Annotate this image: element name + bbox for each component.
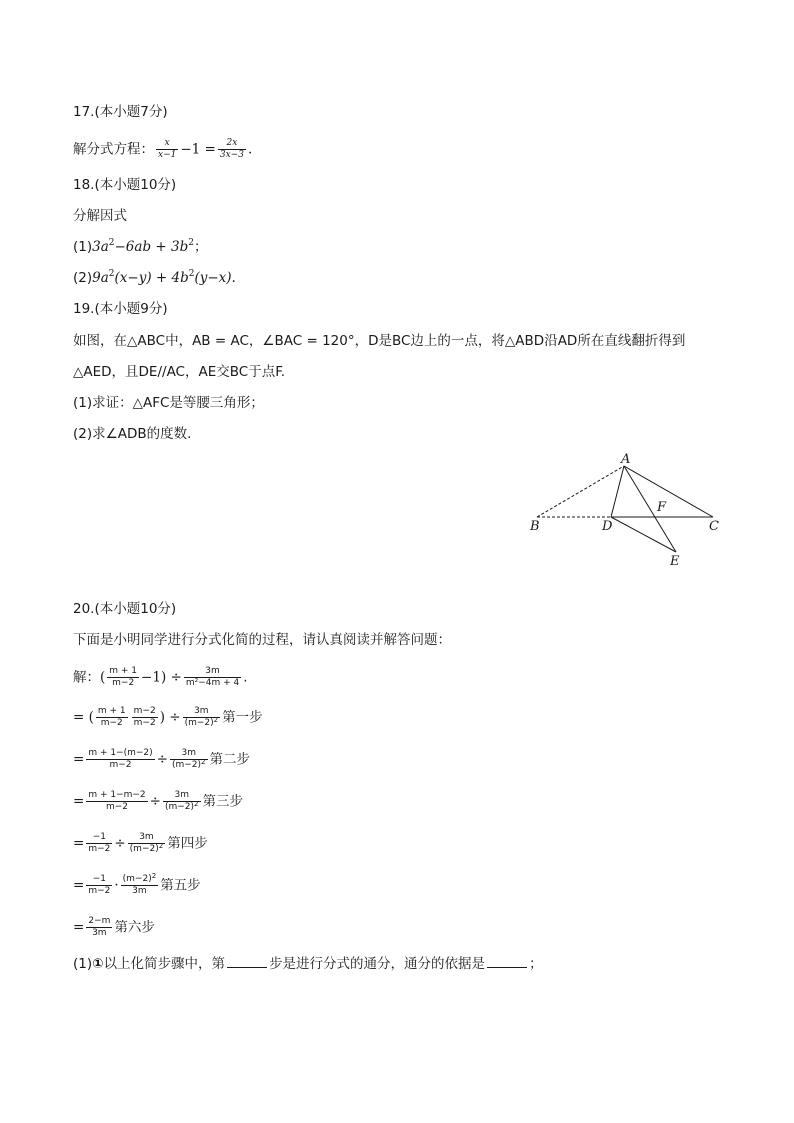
- q20-s0-end: .: [243, 669, 248, 686]
- q20-q1-text-b: 以上化简步骤中，第: [103, 956, 226, 972]
- q20-step4-label: 第四步: [167, 835, 208, 852]
- q18-p2-end: .: [231, 270, 236, 286]
- q18-part1: [73, 237, 207, 257]
- q18-prompt: 分解因式: [73, 208, 127, 224]
- frac: $\frac{m + 1}{m-2}$: [97, 706, 126, 728]
- q20-step2-label: 第二步: [209, 751, 251, 768]
- q18-p2-c: (y−x): [194, 270, 232, 286]
- frac: $\frac{m-2}{m-2}$: [133, 706, 156, 728]
- q17-equation: [73, 138, 252, 161]
- frac: $\frac{(m-2)^2}{3m}$: [122, 872, 157, 896]
- sup: 2: [108, 269, 115, 279]
- q19-line2: △AED，且DE//AC，AE交BC于点F.: [73, 364, 286, 380]
- q17-header: 17.(本小题7分): [73, 104, 168, 120]
- sup: 2: [188, 269, 195, 279]
- q20-header: 20.(本小题10分): [73, 601, 177, 617]
- frac: $\frac{2-m}{3m}$: [88, 916, 111, 938]
- q17-prompt: 解分式方程：: [73, 141, 154, 158]
- answer-blank-2[interactable]: [487, 955, 527, 968]
- frac: $\frac{m + 1-(m-2)}{m-2}$: [88, 748, 153, 770]
- q20-part1: [73, 954, 543, 974]
- segment-ab: [537, 466, 624, 517]
- q19-header: 19.(本小题9分): [73, 301, 168, 317]
- q18-p1-end: ；: [193, 239, 208, 255]
- label-e: E: [670, 554, 680, 569]
- frac: $\frac{3m}{(m-2)^2}$: [184, 706, 219, 728]
- segment-ad: [611, 466, 624, 517]
- label-d: D: [602, 519, 613, 534]
- q20-step2: = $\frac{m + 1-(m-2)}{m-2}$ ÷ $\frac{3m}{(m-2)^2}$ 第二步: [73, 748, 251, 770]
- q18-p2-b: (x−y) + 4b: [114, 270, 189, 286]
- label-a: A: [621, 452, 631, 467]
- frac: $\frac{3m}{(m-2)^2}$: [129, 832, 164, 854]
- q20-step3: = $\frac{m + 1-m-2}{m-2}$ ÷ $\frac{3m}{(m-2)^2}$ 第三步: [73, 790, 243, 812]
- frac: $\frac{m + 1-m-2}{m-2}$: [88, 790, 146, 812]
- q20-step5: = $\frac{-1}{m-2}$ · $\frac{(m-2)^2}{3m}$ 第五步: [73, 872, 201, 896]
- q18-part2: [73, 268, 236, 288]
- q20-q1-label: (1): [73, 956, 93, 972]
- q20-step0: 解：( $\frac{m + 1}{m-2}$ −1) ÷ $\frac{3m}{\text{m²−4m + 4}}$ .: [73, 666, 248, 688]
- q18-p2-a: 9a: [92, 270, 109, 286]
- q18-header: 18.(本小题10分): [73, 177, 177, 193]
- label-c: C: [709, 519, 719, 534]
- sup: 2: [188, 238, 194, 248]
- q19-line1: 如图，在△ABC中，AB = AC，∠BAC = 120°，D是BC边上的一点，将△ABD沿AD所在直线翻折得到: [73, 333, 686, 349]
- q20-step6-label: 第六步: [114, 919, 155, 936]
- answer-blank-1[interactable]: [227, 955, 267, 968]
- q18-p1-expr: 3a: [92, 239, 109, 255]
- frac: $\frac{-1}{m-2}$: [88, 832, 111, 854]
- q20-step4: = $\frac{-1}{m-2}$ ÷ $\frac{3m}{(m-2)^2}$ 第四步: [73, 832, 208, 854]
- frac: $\frac{m + 1}{m-2}$: [109, 666, 138, 688]
- label-b: B: [530, 519, 540, 534]
- q20-step3-label: 第三步: [202, 793, 243, 810]
- q17-frac2: $\frac{2x}{3x-3}$: [219, 138, 244, 160]
- segment-de: [611, 517, 676, 552]
- q20-intro: 下面是小明同学进行分式化简的过程，请认真阅读并解答问题：: [73, 632, 451, 648]
- frac: $\frac{3m}{(m-2)^2}$: [171, 748, 206, 770]
- sup: 2: [108, 238, 115, 248]
- segment-ae: [624, 466, 676, 552]
- q20-step6: = $\frac{2-m}{3m}$ 第六步: [73, 916, 155, 938]
- q20-q1-end: ；: [529, 956, 543, 972]
- segment-ac: [624, 466, 713, 517]
- q20-q1-text-c: 步是进行分式的通分，通分的依据是: [269, 956, 486, 972]
- q20-circle-1: ①: [92, 956, 104, 972]
- q19-part1: (1)求证：△AFC是等腰三角形；: [73, 395, 264, 411]
- q18-p1-label: (1): [73, 239, 93, 255]
- q19-figure: [520, 448, 730, 573]
- q19-part2: (2)求∠ADB的度数.: [73, 426, 192, 442]
- label-f: F: [657, 500, 667, 515]
- q18-p1-mid: −6ab + 3b: [114, 239, 189, 255]
- q20-step1: = ( $\frac{m + 1}{m-2}$ $\frac{m-2}{m-2}$ ) ÷ $\frac{3m}{(m-2)^2}$ 第一步: [73, 706, 263, 728]
- q20-s0-op: −1) ÷: [141, 669, 182, 686]
- frac: $\frac{3m}{\text{m²−4m + 4}}$: [185, 666, 240, 688]
- q20-step5-label: 第五步: [160, 877, 201, 894]
- frac: $\frac{-1}{m-2}$: [88, 874, 111, 896]
- frac: $\frac{3m}{(m-2)^2}$: [164, 790, 199, 812]
- q17-frac1: $\frac{x}{x-1}$: [158, 138, 177, 160]
- q20-step1-label: 第一步: [222, 709, 263, 726]
- q18-p2-label: (2): [73, 270, 93, 286]
- q20-sol-label: 解：: [73, 669, 100, 686]
- q17-minus-one: −1 =: [180, 141, 216, 158]
- q17-end: .: [247, 141, 253, 158]
